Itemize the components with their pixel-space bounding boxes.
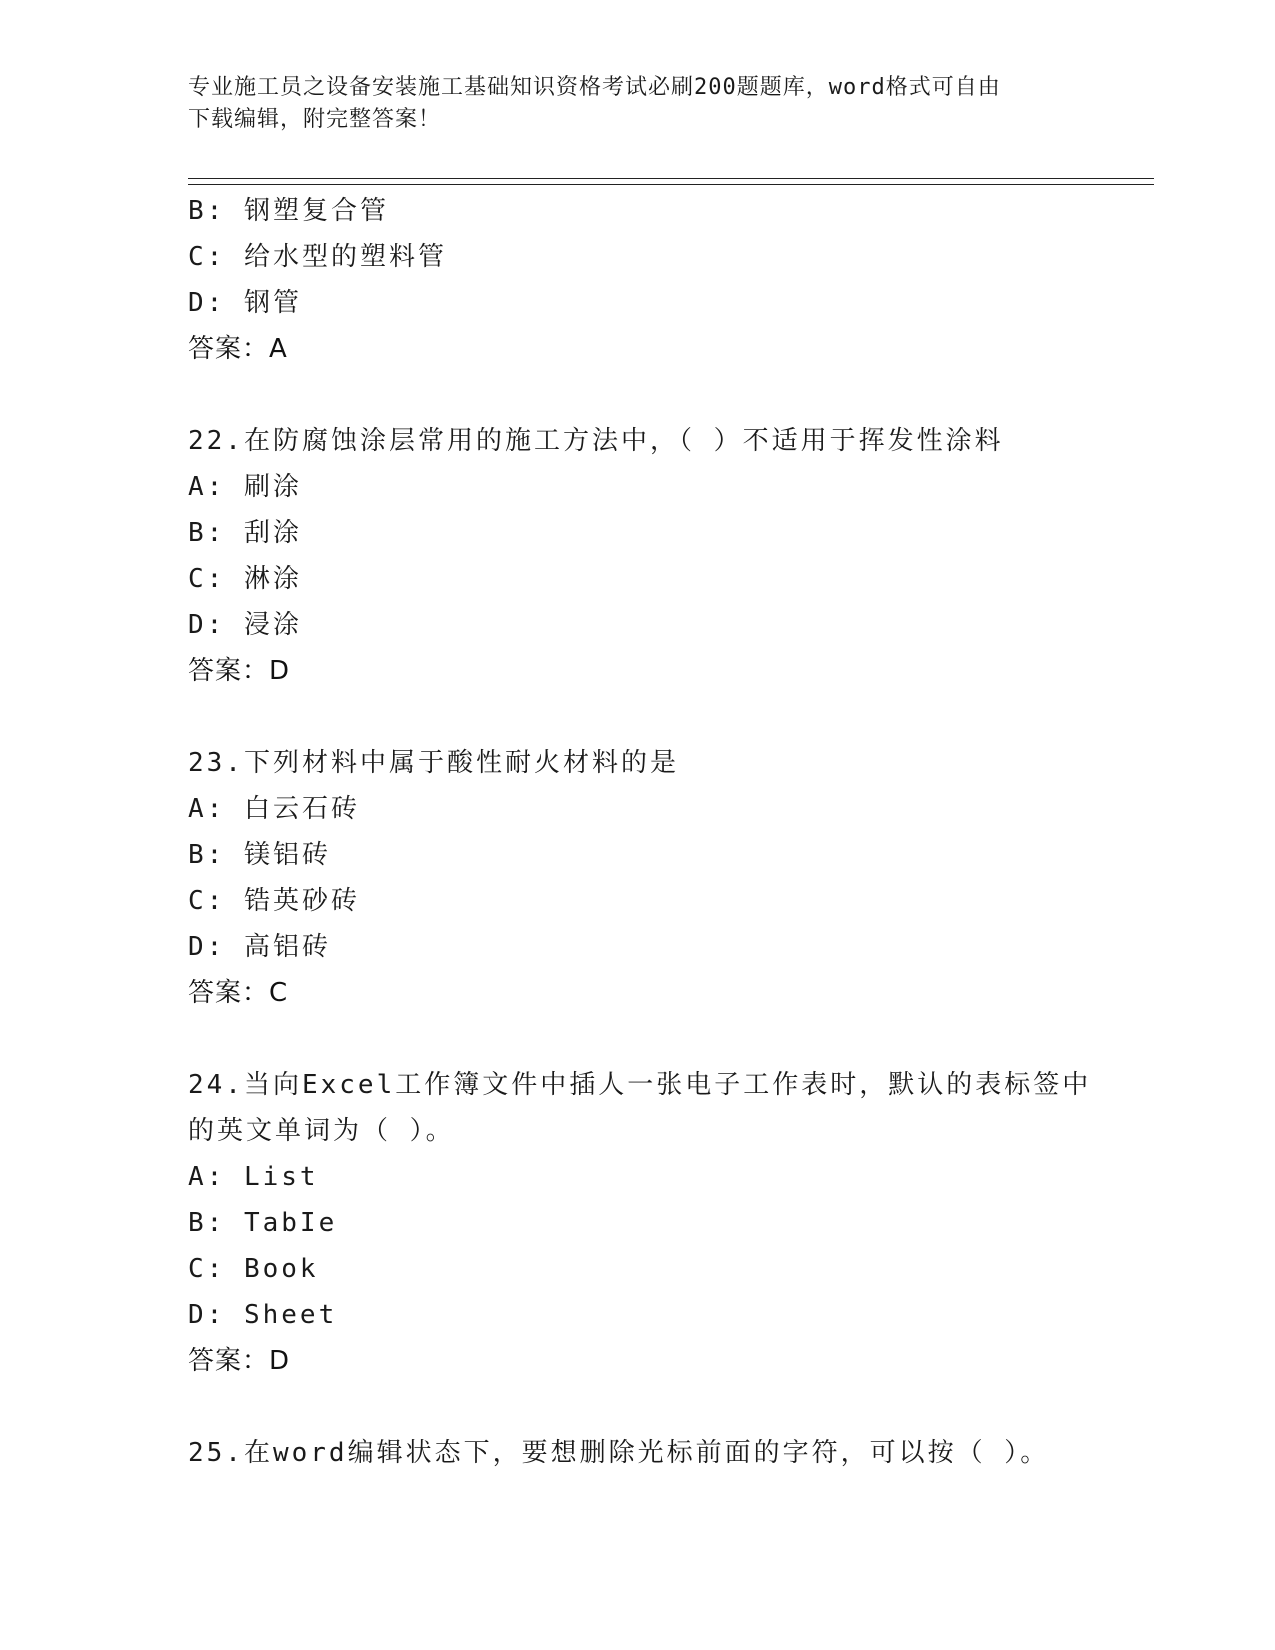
question-stem: 25.在word编辑状态下，要想删除光标前面的字符，可以按（ ）。 — [188, 1438, 1050, 1468]
answer: 答案：A — [188, 334, 288, 364]
spacer — [188, 1016, 1088, 1062]
question-23 — [188, 740, 1088, 1016]
question-stem-line-1: 24.当向Excel工作簿文件中插人一张电子工作表时，默认的表标签中 — [188, 1070, 1092, 1100]
header-divider-top — [188, 178, 1154, 179]
option-b: B: 镁铝砖 — [188, 840, 331, 870]
option-a: A: List — [188, 1162, 319, 1192]
option-a: A: 白云石砖 — [188, 794, 360, 824]
option-b: B: 刮涂 — [188, 518, 302, 548]
answer: 答案：C — [188, 978, 289, 1008]
question-stem: 23.下列材料中属于酸性耐火材料的是 — [188, 748, 679, 778]
answer: 答案：D — [188, 656, 291, 686]
spacer — [188, 694, 1088, 740]
option-d: D: 浸涂 — [188, 610, 302, 640]
question-24 — [188, 1062, 1092, 1384]
answer: 答案：D — [188, 1346, 291, 1376]
question-21-tail — [188, 188, 1088, 372]
question-stem-line-2: 的英文单词为（ ）。 — [188, 1116, 455, 1146]
option-d: D: 钢管 — [188, 288, 302, 318]
document-header — [188, 72, 1068, 136]
question-list — [188, 188, 1092, 1476]
option-c: C: 锆英砂砖 — [188, 886, 360, 916]
header-line-2: 下载编辑，附完整答案！ — [188, 107, 442, 132]
option-c: C: Book — [188, 1254, 319, 1284]
question-stem: 22.在防腐蚀涂层常用的施工方法中，（ ）不适用于挥发性涂料 — [188, 426, 1004, 456]
spacer — [188, 1384, 1088, 1430]
option-b: B: TabIe — [188, 1208, 338, 1238]
header-line-1: 专业施工员之设备安装施工基础知识资格考试必刷200题题库，word格式可自由 — [188, 75, 1001, 100]
option-c: C: 给水型的塑料管 — [188, 242, 447, 272]
question-25 — [188, 1430, 1088, 1476]
option-b: B: 钢塑复合管 — [188, 196, 389, 226]
spacer — [188, 372, 1088, 418]
option-a: A: 刷涂 — [188, 472, 302, 502]
option-d: D: 高铝砖 — [188, 932, 331, 962]
option-d: D: Sheet — [188, 1300, 338, 1330]
question-22 — [188, 418, 1088, 694]
option-c: C: 淋涂 — [188, 564, 302, 594]
header-divider-bottom — [188, 184, 1154, 185]
